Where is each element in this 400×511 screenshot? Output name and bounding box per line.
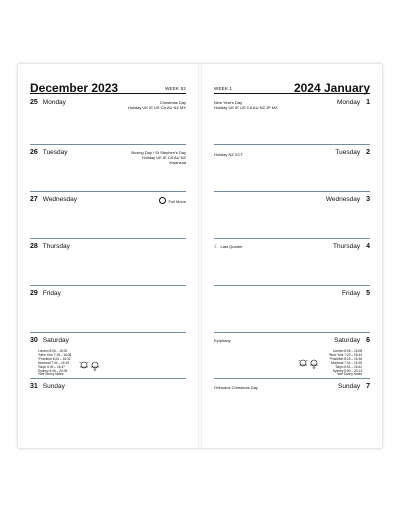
day-entry[interactable] xyxy=(200,238,382,285)
sunrise-sunset-icon xyxy=(79,359,101,371)
day-entry[interactable] xyxy=(200,97,382,144)
week-label-right: WEEK 1 xyxy=(214,86,233,91)
diary-spread xyxy=(18,64,382,448)
header-rule xyxy=(214,93,370,94)
day-divider xyxy=(214,285,370,286)
day-label: 28 Thursday xyxy=(30,243,70,250)
day-label: 30 Saturday xyxy=(30,337,69,344)
day-divider xyxy=(30,238,186,239)
day-entry[interactable] xyxy=(200,144,382,191)
month-title-left: December 2023 xyxy=(30,81,119,95)
month-title-right: 2024 January xyxy=(293,81,370,95)
day-divider xyxy=(214,378,370,379)
day-label: Wednesday 3 xyxy=(325,196,370,203)
day-label: 29 Friday xyxy=(30,290,61,297)
day-label: Tuesday 2 xyxy=(335,149,370,156)
week-label-left: WEEK 52 xyxy=(165,86,186,91)
day-divider xyxy=(214,191,370,192)
day-entry[interactable] xyxy=(18,191,200,238)
day-entry[interactable] xyxy=(18,97,200,144)
day-divider xyxy=(30,191,186,192)
day-entry[interactable] xyxy=(18,144,200,191)
day-divider xyxy=(30,285,186,286)
day-divider xyxy=(30,144,186,145)
day-divider xyxy=(30,378,186,379)
day-label: Thursday 4 xyxy=(332,243,370,250)
day-entry[interactable] xyxy=(18,238,200,285)
full-moon-icon xyxy=(159,197,166,204)
day-note: Boxing Day / St Stephen's Day Holiday UK IE CA AU NZ Kwanzaa xyxy=(131,150,186,166)
day-label: 26 Tuesday xyxy=(30,149,68,156)
sun-times: London 8:06 – 16:08 *New York 7:20 – 16:44 *Frankfurt 8:24 – 16:36 Montreal 7:34 – 16:25 Tokyo 6:51 – 16:42 Sydney 5:50 – 20:13 *see Sunny Notes xyxy=(328,349,362,377)
day-label: 27 Wednesday xyxy=(30,196,78,203)
day-note: New Year's Day Holiday UK IE US CA AU NZ JP MX xyxy=(214,100,278,111)
day-divider xyxy=(214,238,370,239)
day-note: Full Moon xyxy=(159,197,186,204)
sun-times: London 8:06 – 16:00 *New York 7:18 – 16:38 *Frankfurt 8:24 – 16:32 Montreal 7:34 – 16:19 Tokyo 6:49 – 16:37 Sydney 5:46 – 20:09 *see Sunny Notes xyxy=(38,349,72,377)
sunrise-sunset-icon xyxy=(298,357,320,369)
day-note: Christmas Day Holiday UK IE US CA AU NZ MX xyxy=(127,100,186,111)
day-entry[interactable] xyxy=(18,378,200,448)
day-label: Sunday 7 xyxy=(338,383,370,390)
left-page xyxy=(18,64,200,448)
day-entry[interactable] xyxy=(200,378,382,448)
last-quarter-icon: ☾ xyxy=(214,244,219,250)
day-label: 31 Sunday xyxy=(30,383,65,390)
day-divider xyxy=(214,332,370,333)
day-note: Epiphany xyxy=(214,338,231,343)
day-note: Holiday NZ SCT xyxy=(214,152,243,157)
day-entry[interactable] xyxy=(200,191,382,238)
day-label: Friday 5 xyxy=(342,290,370,297)
right-page xyxy=(200,64,382,448)
day-label: Saturday 6 xyxy=(334,337,370,344)
day-divider xyxy=(30,332,186,333)
day-label: 25 Monday xyxy=(30,99,66,106)
day-note: Orthodox Christmas Day xyxy=(214,385,258,390)
day-note: ☾ Last Quarter xyxy=(214,244,243,250)
day-entry[interactable] xyxy=(200,285,382,332)
day-label: Monday 1 xyxy=(336,99,370,106)
day-entry[interactable] xyxy=(18,332,200,378)
day-entry[interactable] xyxy=(18,285,200,332)
day-divider xyxy=(214,144,370,145)
day-entry[interactable] xyxy=(200,332,382,378)
header-rule xyxy=(30,93,186,94)
